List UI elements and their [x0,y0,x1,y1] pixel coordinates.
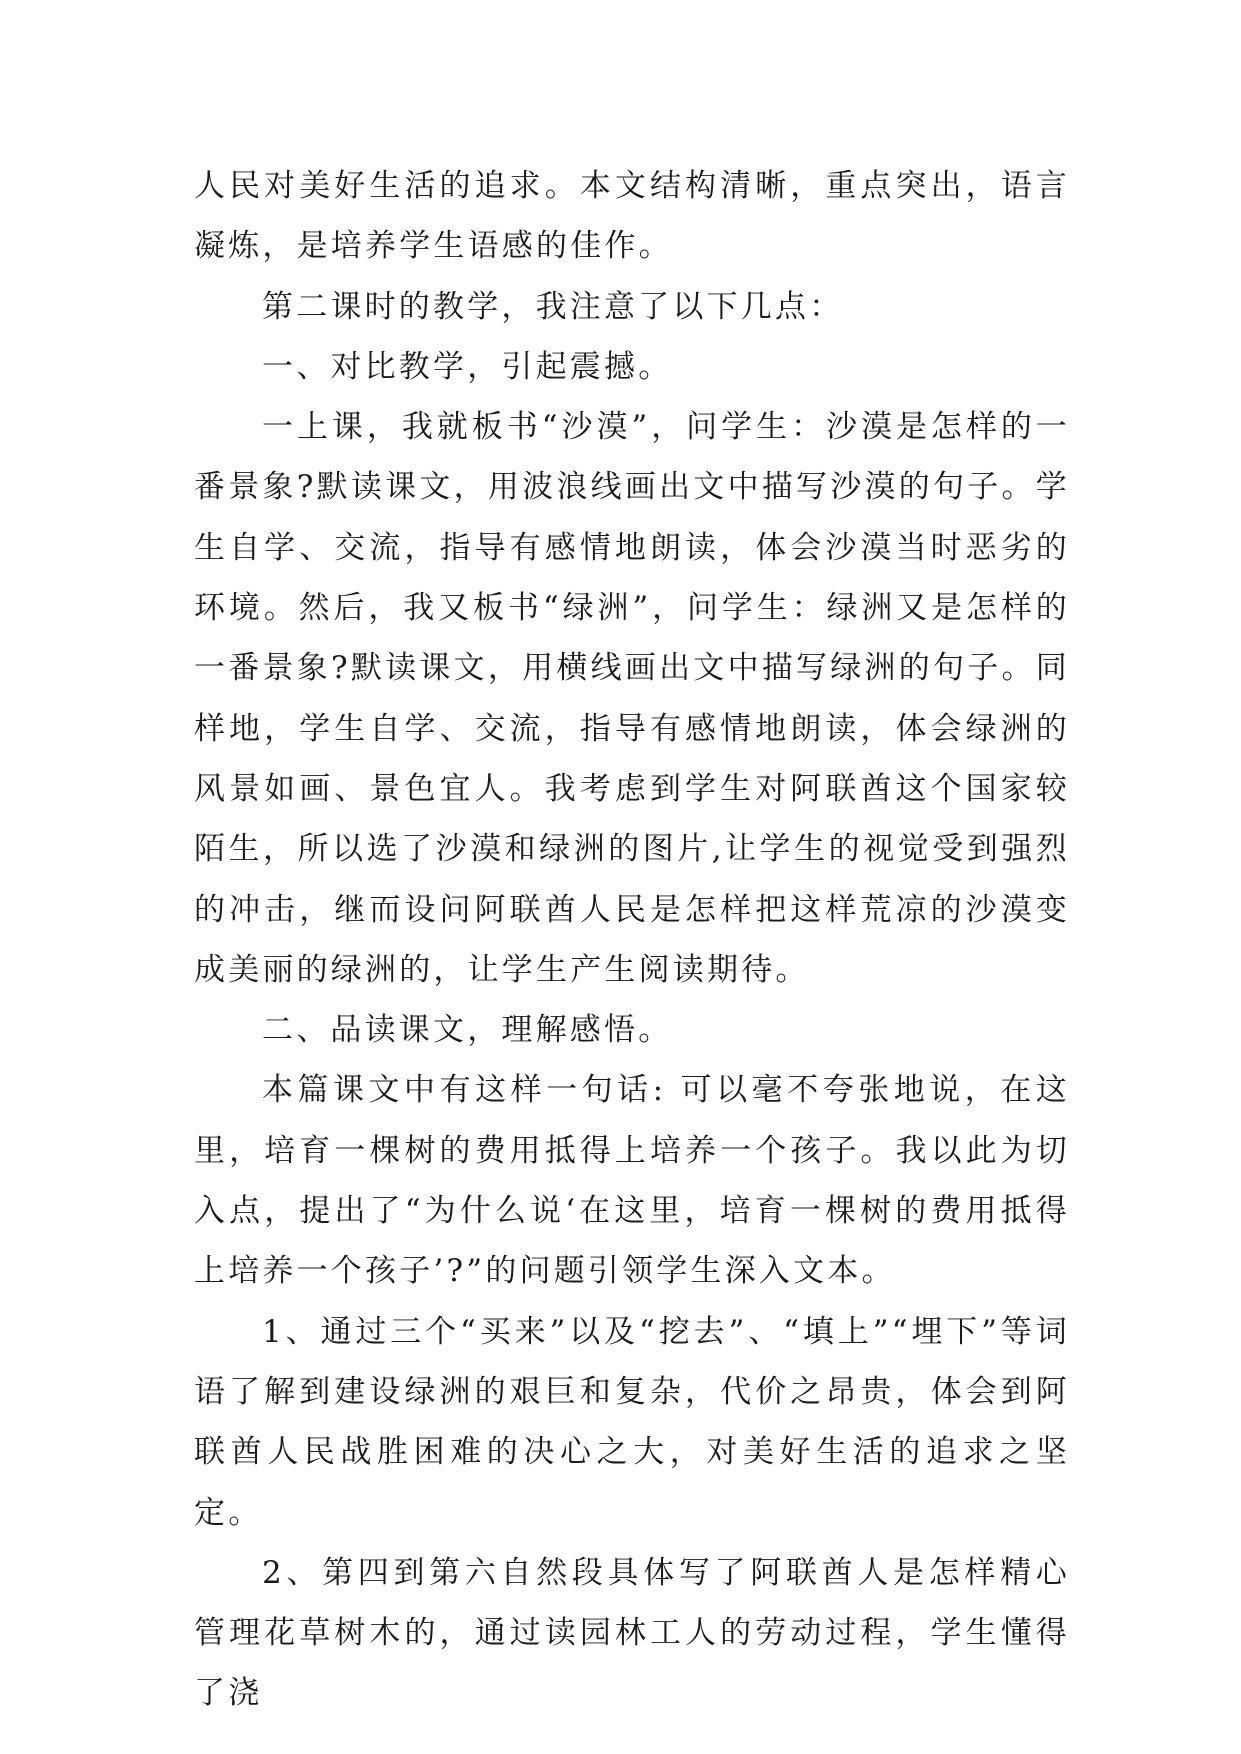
list-item-2: 2、第四到第六自然段具体写了阿联酋人是怎样精心管理花草树木的，通过读园林工人的劳动过程，学生懂得了浇 [194,1554,1070,1712]
list-item-1: 1、通过三个“买来”以及“挖去”、“填上”“埋下”等词语了解到建设绿洲的艰巨和复杂，代价之昂贵，体会到阿联酋人民战胜困难的决心之大，对美好生活的追求之坚定。 [194,1313,1070,1531]
section-heading-1: 一、对比教学，引起震撼。 [262,348,673,385]
document-body [194,156,1070,1724]
paragraph-2: 第二课时的教学，我注意了以下几点： [262,288,844,325]
paragraph-3: 一上课，我就板书“沙漠”，问学生：沙漠是怎样的一番景象?默读课文，用波浪线画出文中描写沙漠的句子。学生自学、交流，指导有感情地朗读，体会沙漠当时恶劣的环境。然后，我又板书“绿洲”，问学生：绿洲又是怎样的一番景象?默读课文，用横线画出文中描写绿洲的句子。同样地，学生自学、交流，指导有感情地朗读，体会绿洲的风景如画、景色宜人。我考虑到学生对阿联酋这个国家较陌生，所以选了沙漠和绿洲的图片,让学生的视觉受到强烈的冲击，继而设问阿联酋人民是怎样把这样荒凉的沙漠变成美丽的绿洲的，让学生产生阅读期待。 [194,409,1070,988]
section-heading-2: 二、品读课文，理解感悟。 [262,1012,673,1049]
paragraph-1: 人民对美好生活的追求。本文结构清晰，重点突出，语言凝炼，是培养学生语感的佳作。 [194,168,1070,265]
paragraph-4: 本篇课文中有这样一句话: 可以毫不夸张地说，在这里，培育一棵树的费用抵得上培养一个孩子。我以此为切入点，提出了“为什么说‘在这里，培育一棵树的费用抵得上培养一个孩子’?”的问题引领学生深入文本。 [194,1072,1070,1290]
